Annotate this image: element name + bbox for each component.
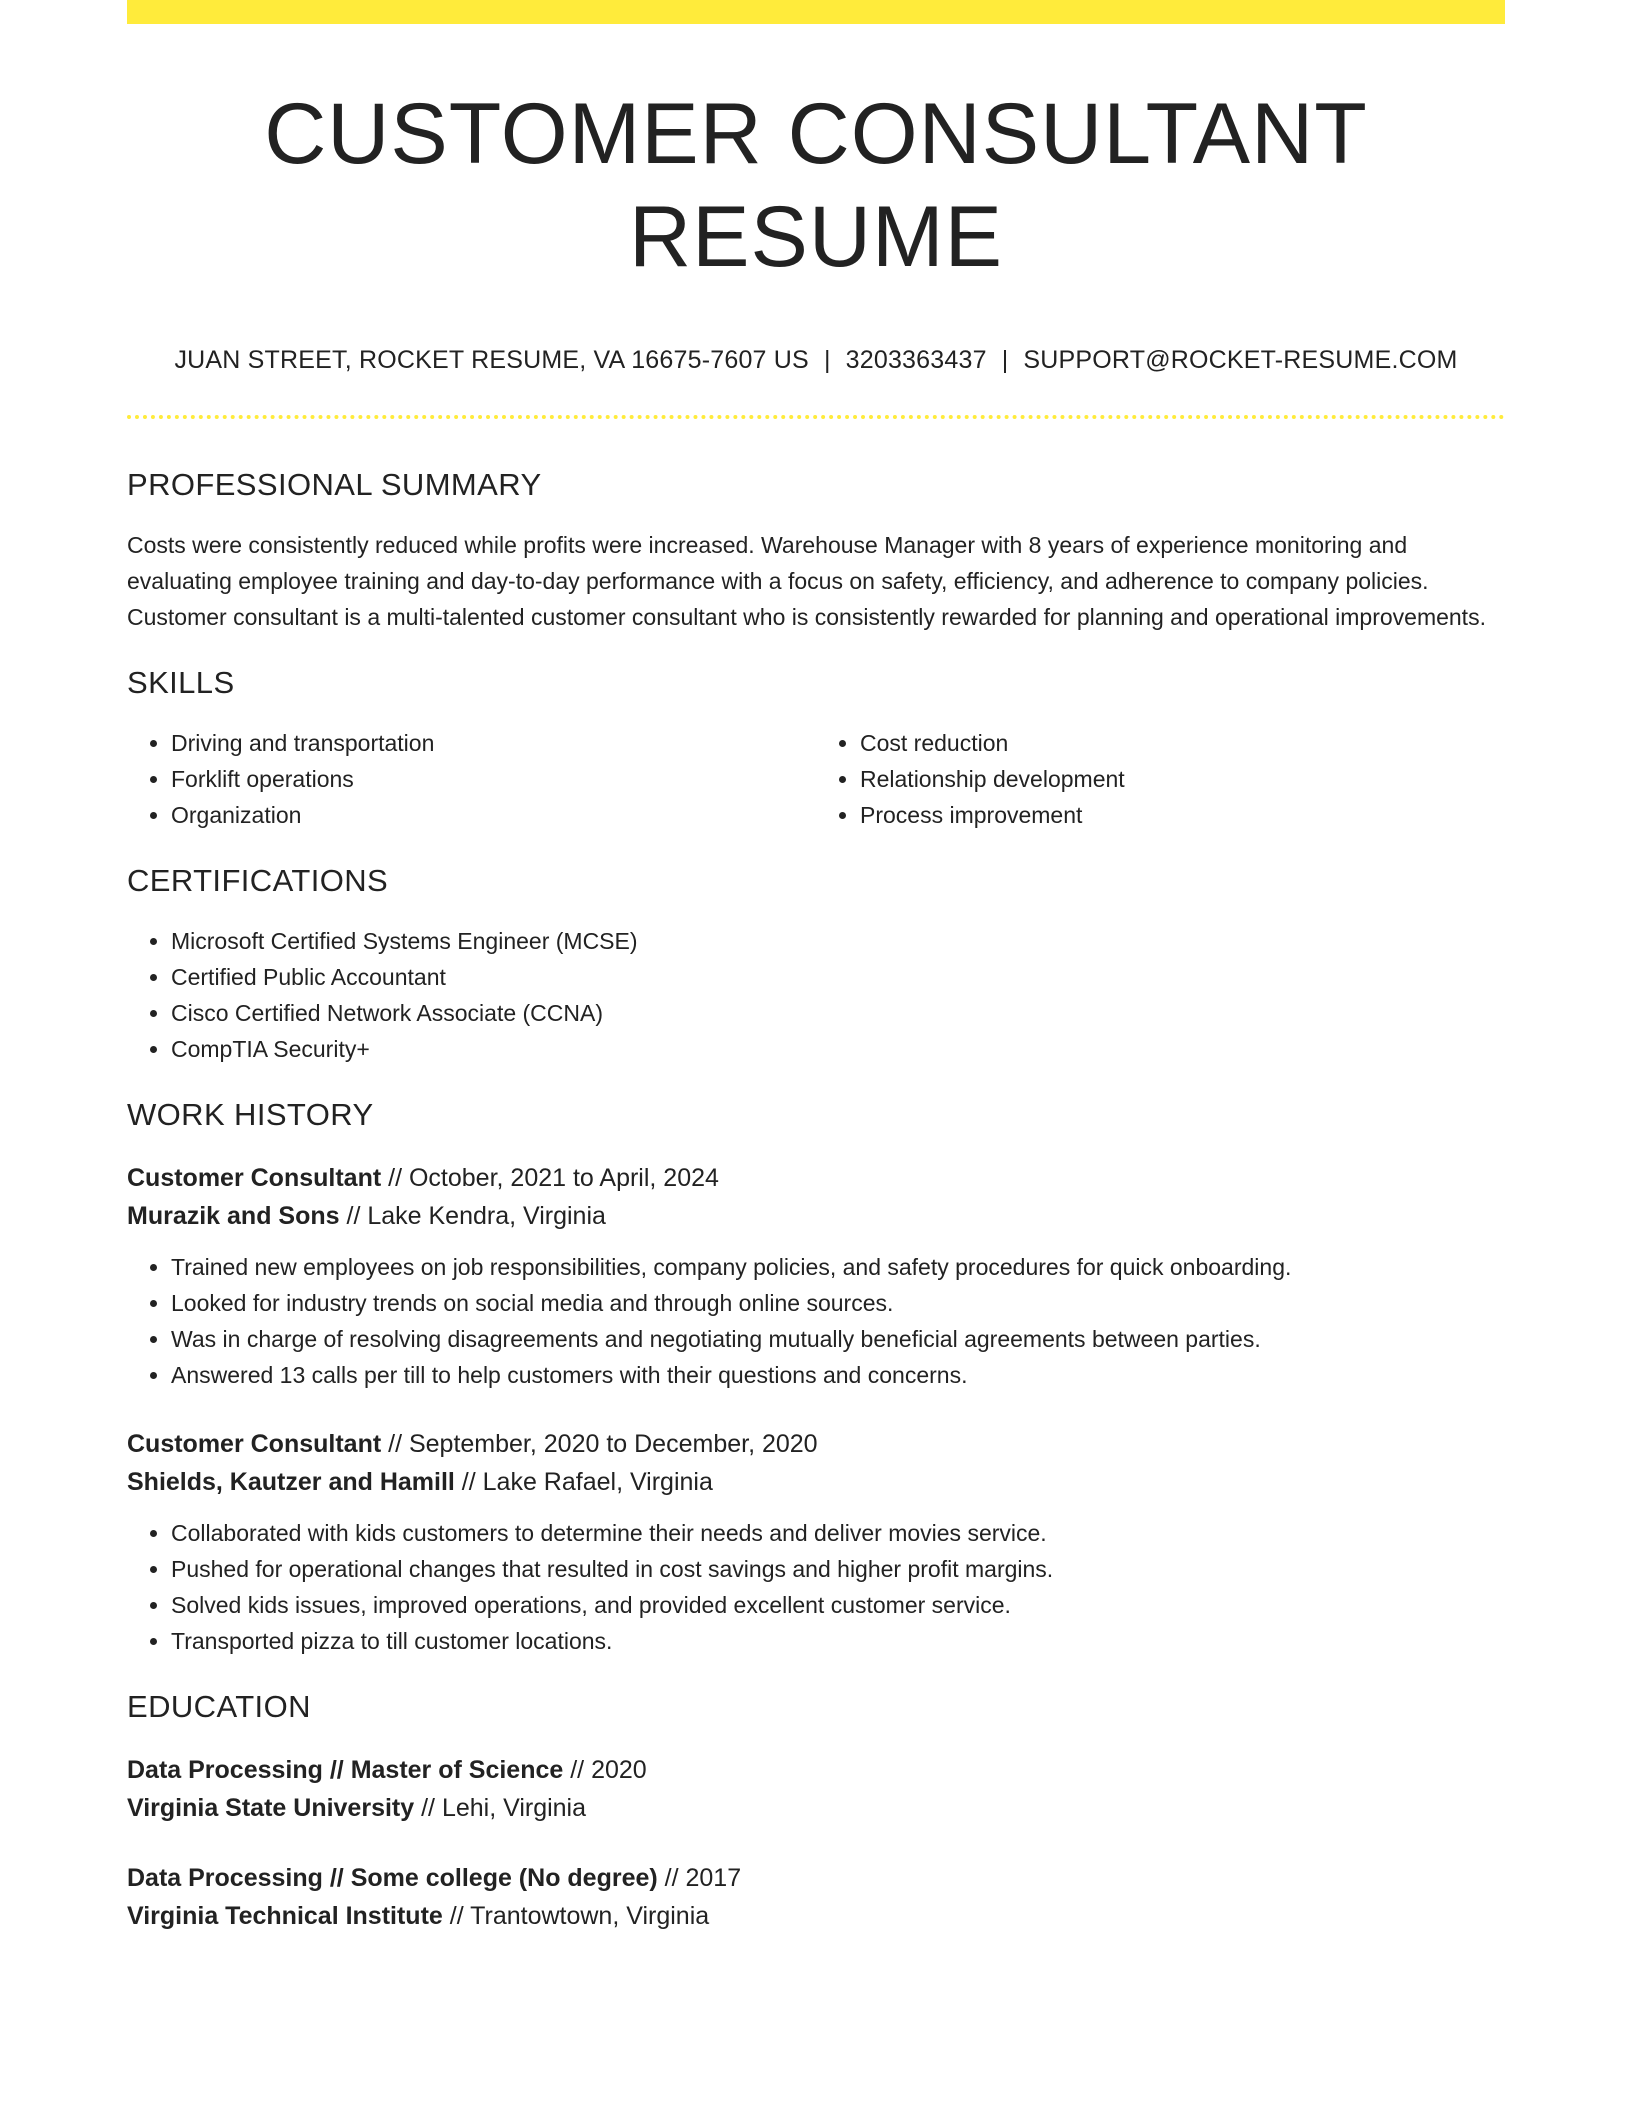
job-company: Shields, Kautzer and Hamill <box>127 1468 455 1497</box>
job-bullet: • Pushed for operational changes that resulted in cost savings and higher profit margins. <box>171 1551 1505 1587</box>
resume-page <box>127 0 1505 1935</box>
skill-item: • Cost reduction <box>860 725 1505 761</box>
job-bullet: • Was in charge of resolving disagreements and negotiating mutually beneficial agreements between parties. <box>171 1321 1505 1357</box>
education-school: Virginia State University <box>127 1794 415 1823</box>
contact-separator: | <box>823 346 831 375</box>
job-entry <box>127 1159 1505 1235</box>
resume-title: CUSTOMER CONSULTANT RESUME <box>264 86 1368 286</box>
work-history-heading: WORK HISTORY <box>127 1097 374 1133</box>
education-heading: EDUCATION <box>127 1689 311 1725</box>
certification-item: • Microsoft Certified Systems Engineer (MCSE) <box>171 923 1505 959</box>
skills-right-list <box>816 725 1505 833</box>
contact-phone: 3203363437 <box>845 346 987 375</box>
job-dates: // September, 2020 to December, 2020 <box>381 1430 818 1459</box>
job-bullet: • Trained new employees on job responsibilities, company policies, and safety procedures for quick onboarding. <box>171 1249 1505 1285</box>
job-role: Customer Consultant <box>127 1430 382 1459</box>
education-degree: Data Processing // Some college (No degree) <box>127 1864 658 1893</box>
education-degree: Data Processing // Master of Science <box>127 1756 564 1785</box>
skill-item: • Relationship development <box>860 761 1505 797</box>
job-bullet: • Looked for industry trends on social media and through online sources. <box>171 1285 1505 1321</box>
contact-line <box>127 346 1505 375</box>
job-company-line <box>127 1463 1505 1501</box>
contact-email: SUPPORT@ROCKET-RESUME.COM <box>1023 346 1458 375</box>
education-entry <box>127 1751 1505 1827</box>
job-location: // Lake Rafael, Virginia <box>454 1468 713 1497</box>
job-location: // Lake Kendra, Virginia <box>339 1202 606 1231</box>
education-year: // 2020 <box>563 1756 647 1785</box>
skills-heading: SKILLS <box>127 665 235 701</box>
summary-text: Costs were consistently reduced while profits were increased. Warehouse Manager with 8 years of experience monitoring and evaluating employee training and day-to-day performance with a focus on safety, efficiency, and adherence to company policies. Customer consultant is a multi-talented customer consultant who is consistently rewarded for planning and operational improvements. <box>127 532 1486 631</box>
job-bullet: • Answered 13 calls per till to help customers with their questions and concerns. <box>171 1357 1505 1393</box>
education-year: // 2017 <box>657 1864 742 1893</box>
summary-heading: PROFESSIONAL SUMMARY <box>127 467 542 503</box>
skill-item: • Process improvement <box>860 797 1505 833</box>
education-degree-line <box>127 1751 1505 1789</box>
job-dates: // October, 2021 to April, 2024 <box>381 1164 719 1193</box>
education-location: // Lehi, Virginia <box>414 1794 587 1823</box>
skill-item: • Forklift operations <box>171 761 816 797</box>
skills-grid <box>127 725 1505 833</box>
certification-item: • Certified Public Accountant <box>171 959 1505 995</box>
job-company-line <box>127 1197 1505 1235</box>
skills-left-list <box>127 725 816 833</box>
job-bullet: • Collaborated with kids customers to determine their needs and deliver movies service. <box>171 1515 1505 1551</box>
education-school-line <box>127 1897 1505 1935</box>
job-bullets <box>127 1249 1505 1393</box>
job-title-line <box>127 1159 1505 1197</box>
education-school: Virginia Technical Institute <box>127 1902 443 1931</box>
contact-separator: | <box>1001 346 1009 375</box>
certifications-list <box>127 923 1505 1067</box>
dotted-divider <box>127 415 1505 419</box>
certification-item: • Cisco Certified Network Associate (CCNA) <box>171 995 1505 1031</box>
education-entry <box>127 1859 1505 1935</box>
job-company: Murazik and Sons <box>127 1202 340 1231</box>
education-degree-line <box>127 1859 1505 1897</box>
job-title-line <box>127 1425 1505 1463</box>
job-entry <box>127 1425 1505 1501</box>
job-bullets <box>127 1515 1505 1659</box>
job-bullet: • Solved kids issues, improved operations, and provided excellent customer service. <box>171 1587 1505 1623</box>
accent-bar <box>127 0 1505 24</box>
contact-address: JUAN STREET, ROCKET RESUME, VA 16675-7607 US <box>174 346 809 375</box>
job-role: Customer Consultant <box>127 1164 382 1193</box>
skill-item: • Driving and transportation <box>171 725 816 761</box>
education-location: // Trantowtown, Virginia <box>442 1902 710 1931</box>
education-school-line <box>127 1789 1505 1827</box>
job-bullet: • Transported pizza to till customer locations. <box>171 1623 1505 1659</box>
certifications-heading: CERTIFICATIONS <box>127 863 389 899</box>
certification-item: • CompTIA Security+ <box>171 1031 1505 1067</box>
skill-item: • Organization <box>171 797 816 833</box>
